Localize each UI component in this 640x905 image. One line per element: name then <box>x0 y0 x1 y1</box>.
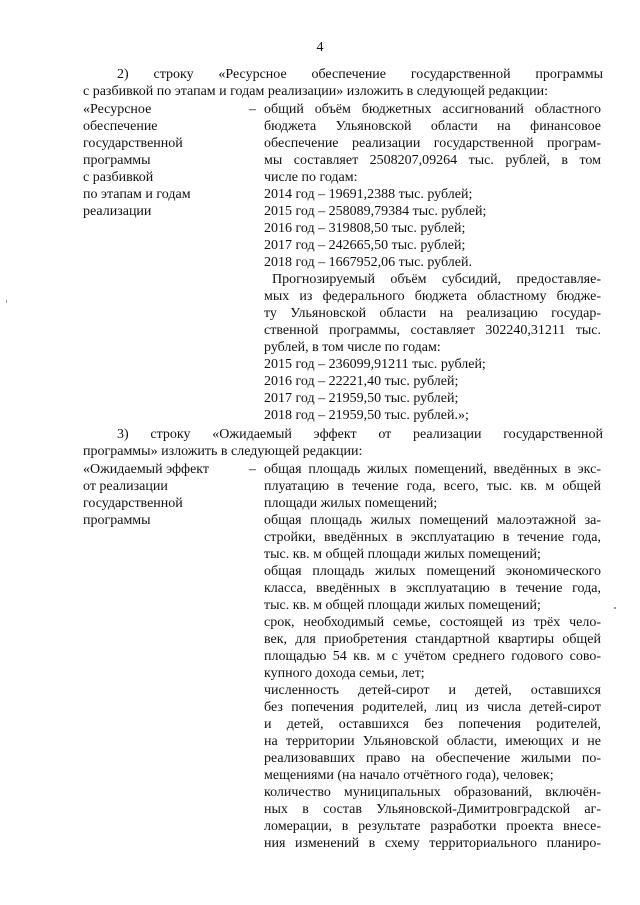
text-line: век, для приобретения стандартной квартиры общей <box>264 632 601 647</box>
label-line: «Ресурсное <box>83 102 152 117</box>
label-line: от реализации <box>83 479 168 494</box>
text-line: площади жилых помещений; <box>264 496 438 511</box>
text-line: ных в состав Ульяновской-Димитровградской аг- <box>264 802 601 817</box>
text-line: купного дохода семьи, лет; <box>264 666 425 681</box>
label-line: обеспечение <box>83 119 158 134</box>
scan-mark <box>614 607 616 609</box>
section3-intro-line2: программы» изложить в следующей редакции: <box>83 444 363 459</box>
text-line: бюджета Ульяновской области на финансовое <box>264 119 601 134</box>
text-line: 2016 год – 319808,50 тыс. рублей; <box>264 221 466 236</box>
section2-text <box>264 101 601 424</box>
label-line: с разбивкой <box>83 170 154 185</box>
text-line: числе по годам: <box>264 170 358 185</box>
text-line: мещениями (на начало отчётного года), человек; <box>264 768 554 783</box>
section3-intro <box>83 426 603 460</box>
text-line: 2015 год – 236099,91211 тыс. рублей; <box>264 357 486 372</box>
label-line: программы <box>83 513 151 528</box>
label-line: государственной <box>83 136 183 151</box>
scan-mark <box>6 300 7 303</box>
dash: – <box>249 462 256 477</box>
dash: – <box>249 102 256 117</box>
page-number: 4 <box>316 40 324 55</box>
text-line: и детей, оставшихся без попечения родителей, <box>264 717 601 732</box>
text-line: общая площадь жилых помещений, введённых в экс- <box>264 462 601 477</box>
text-line: ния изменений в схему территориального планиро- <box>264 836 601 851</box>
text-line: площадью 54 кв. м с учётом среднего годового сово- <box>264 649 601 664</box>
text-line: мы составляет 2508207,09264 тыс. рублей, в том <box>264 153 601 168</box>
text-line: без попечения родителей, лиц из числа детей-сирот <box>264 700 601 715</box>
text-line: реализовавших право на обеспечение жилыми по- <box>264 751 601 766</box>
text-line: обеспечение реализации государственной програм- <box>264 136 601 151</box>
text-line: общая площадь жилых помещений экономического <box>264 564 601 579</box>
section2-intro <box>83 66 603 100</box>
text-line: стройки, введённых в эксплуатацию в течение года, <box>264 530 601 545</box>
text-line: мых из федерального бюджета областному бюдже- <box>264 289 601 304</box>
section2-label <box>83 101 243 220</box>
label-line: «Ожидаемый эффект <box>83 462 210 477</box>
text-line: тыс. кв. м общей площади жилых помещений; <box>264 598 541 613</box>
label-line: реализации <box>83 204 152 219</box>
label-line: по этапам и годам <box>83 187 191 202</box>
text-line: 2018 год – 1667952,06 тыс. рублей. <box>264 255 472 270</box>
text-line: ственной программы, составляет 302240,31211 тыс. <box>264 323 601 338</box>
section2-intro-line1: 2) строку «Ресурсное обеспечение государственной программы <box>117 67 603 82</box>
text-line: рублей, в том числе по годам: <box>264 340 441 355</box>
section2-intro-line2: с разбивкой по этапам и годам реализации» изложить в следующей редакции: <box>83 84 549 99</box>
section3-text <box>264 461 601 852</box>
label-line: программы <box>83 153 151 168</box>
text-line: численность детей-сирот и детей, оставшихся <box>264 683 601 698</box>
text-line: 2017 год – 242665,50 тыс. рублей; <box>264 238 466 253</box>
text-line: общий объём бюджетных ассигнований областного <box>264 102 601 117</box>
text-line: ломерации, в результате разработки проекта внесе- <box>264 819 601 834</box>
text-line: тыс. кв. м общей площади жилых помещений; <box>264 547 541 562</box>
label-line: государственной <box>83 496 183 511</box>
text-line: общая площадь жилых помещений малоэтажной за- <box>264 513 601 528</box>
text-line: срок, необходимый семье, состоящей из трёх чело- <box>264 615 601 630</box>
section3-label <box>83 461 243 529</box>
text-line: 2014 год – 19691,2388 тыс. рублей; <box>264 187 473 202</box>
text-line: 2015 год – 258089,79384 тыс. рублей; <box>264 204 487 219</box>
text-line: на территории Ульяновской области, имеющих и не <box>264 734 601 749</box>
text-line: 2017 год – 21959,50 тыс. рублей; <box>264 391 459 406</box>
text-line: количество муниципальных образований, включён- <box>264 785 601 800</box>
text-line: ту Ульяновской области на реализацию государ- <box>264 306 601 321</box>
text-line: 2016 год – 22221,40 тыс. рублей; <box>264 374 459 389</box>
text-line: класса, введённых в эксплуатацию в течение года, <box>264 581 601 596</box>
section3-intro-line1: 3) строку «Ожидаемый эффект от реализации государственной <box>117 427 603 442</box>
text-line: плуатацию в течение года, всего, тыс. кв. м общей <box>264 479 601 494</box>
text-line: Прогнозируемый объём субсидий, предоставляе- <box>272 272 601 287</box>
text-line: 2018 год – 21959,50 тыс. рублей.»; <box>264 408 469 423</box>
